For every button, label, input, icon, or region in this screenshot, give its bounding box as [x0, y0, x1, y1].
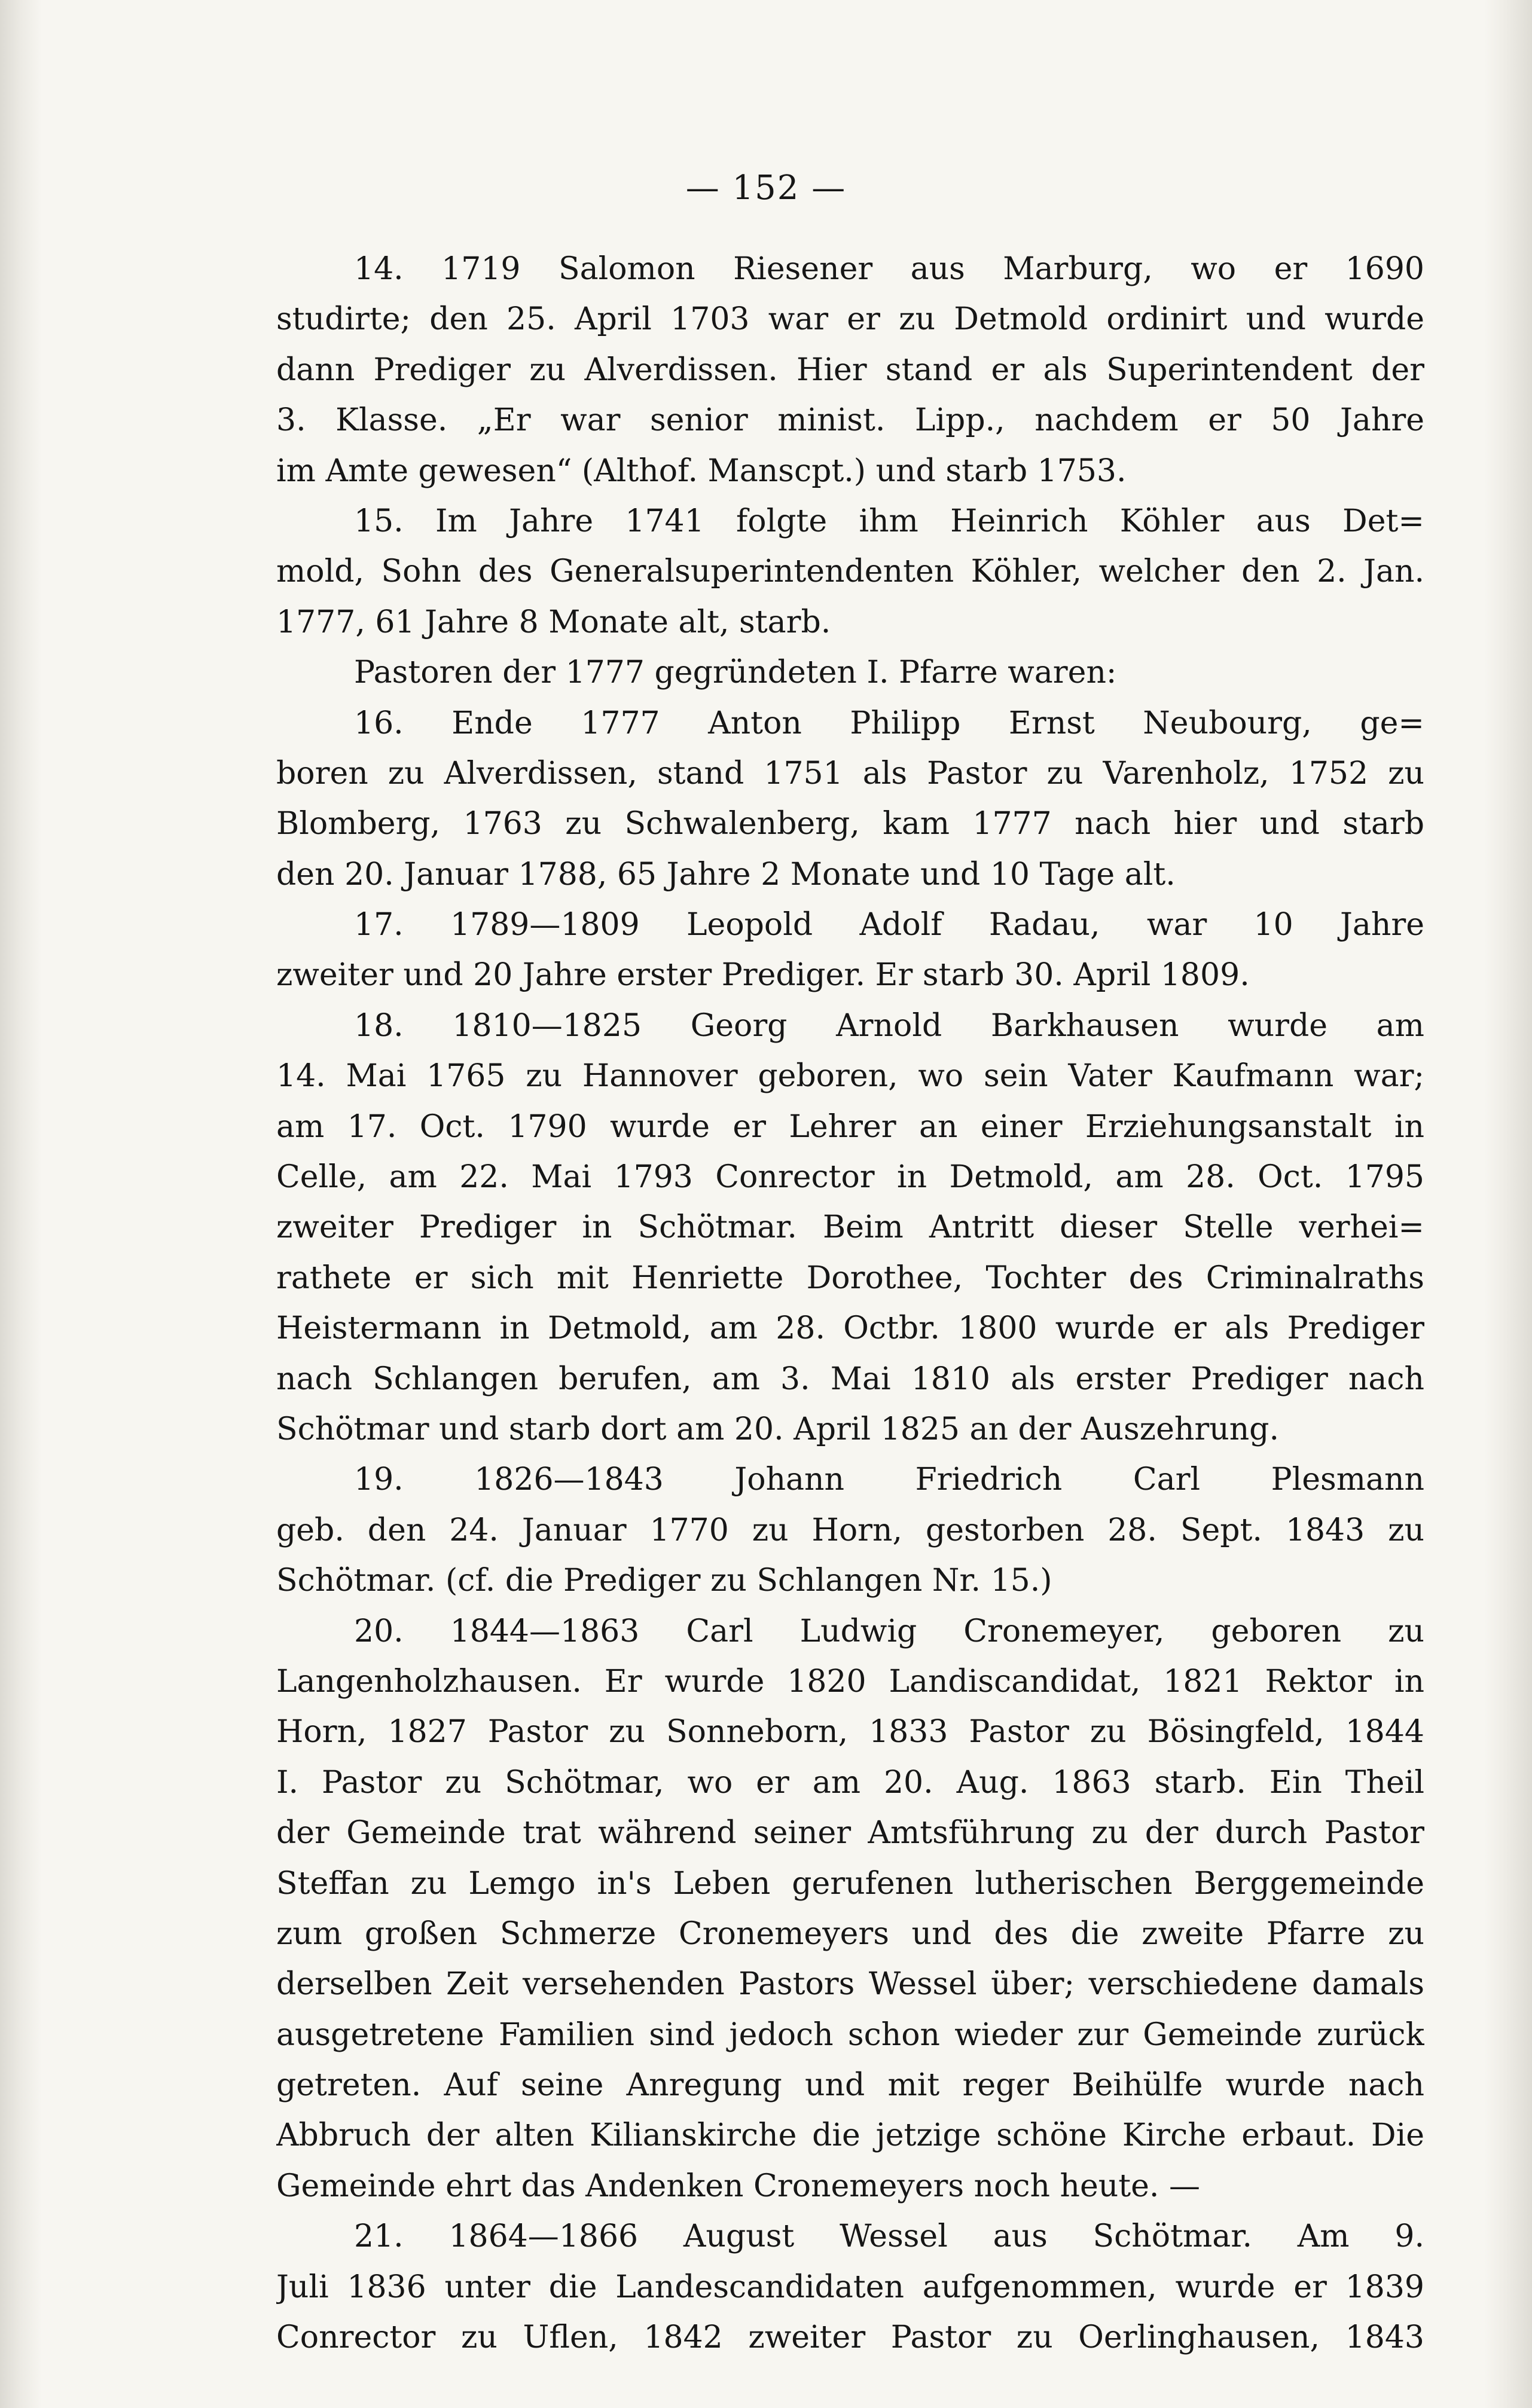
text-line: getreten. Auf seine Anregung und mit reger Beihülfe wurde nach [276, 2067, 1424, 2104]
text-line: Abbruch der alten Kilianskirche die jetzige schöne Kirche erbaut. Die [276, 2117, 1424, 2154]
text-line: Schötmar und starb dort am 20. April 1825 an der Auszehrung. [276, 1411, 1279, 1447]
text-line: 19. 1826—1843 Johann Friedrich Carl Plesmann [354, 1462, 1424, 1498]
text-line: zum großen Schmerze Cronemeyers und des die zweite Pfarre zu [276, 1915, 1424, 1952]
text-line: Langenholzhausen. Er wurde 1820 Landiscandidat, 1821 Rektor in [276, 1663, 1424, 1700]
text-line: geb. den 24. Januar 1770 zu Horn, gestorben 28. Sept. 1843 zu [276, 1512, 1424, 1548]
text-line: Schötmar. (cf. die Prediger zu Schlangen Nr. 15.) [276, 1563, 1052, 1599]
text-line: im Amte gewesen“ (Althof. Manscpt.) und starb 1753. [276, 453, 1127, 489]
text-line: 15. Im Jahre 1741 folgte ihm Heinrich Köhler aus Det= [354, 503, 1424, 539]
text-line: boren zu Alverdissen, stand 1751 als Pastor zu Varenholz, 1752 zu [276, 755, 1424, 792]
text-line: mold, Sohn des Generalsuperintendenten Köhler, welcher den 2. Jan. [276, 554, 1424, 590]
text-line: I. Pastor zu Schötmar, wo er am 20. Aug. 1863 starb. Ein Theil [276, 1764, 1424, 1801]
text-line: derselben Zeit versehenden Pastors Wessel über; verschiedene damals [276, 1966, 1424, 2003]
page-number: — 152 — [685, 169, 847, 207]
text-line: Horn, 1827 Pastor zu Sonneborn, 1833 Pastor zu Bösingfeld, 1844 [276, 1714, 1424, 1750]
text-line: rathete er sich mit Henriette Dorothee, Tochter des Criminalraths [276, 1260, 1424, 1296]
text-line: den 20. Januar 1788, 65 Jahre 2 Monate und 10 Tage alt. [276, 856, 1176, 893]
text-line: dann Prediger zu Alverdissen. Hier stand er als Superintendent der [276, 352, 1424, 388]
text-line: zweiter Prediger in Schötmar. Beim Antritt dieser Stelle verhei= [276, 1209, 1424, 1246]
text-line: Steffan zu Lemgo in's Leben gerufenen lutherischen Berggemeinde [276, 1865, 1424, 1902]
text-line: Blomberg, 1763 zu Schwalenberg, kam 1777 nach hier und starb [276, 806, 1424, 842]
page-edge-right [1484, 0, 1532, 2408]
text-line: 1777, 61 Jahre 8 Monate alt, starb. [276, 604, 831, 640]
text-line: 18. 1810—1825 Georg Arnold Barkhausen wurde am [354, 1007, 1424, 1044]
text-line: ausgetretene Familien sind jedoch schon wieder zur Gemeinde zurück [276, 2016, 1424, 2053]
text-line: Pastoren der 1777 gegründeten I. Pfarre waren: [354, 655, 1117, 691]
text-line: 16. Ende 1777 Anton Philipp Ernst Neubourg, ge= [354, 705, 1424, 741]
body-text [276, 244, 1424, 2363]
text-line: Celle, am 22. Mai 1793 Conrector in Detmold, am 28. Oct. 1795 [276, 1159, 1424, 1196]
text-line: am 17. Oct. 1790 wurde er Lehrer an einer Erziehungsanstalt in [276, 1108, 1424, 1145]
text-line: 17. 1789—1809 Leopold Adolf Radau, war 10 Jahre [354, 907, 1424, 943]
text-line: der Gemeinde trat während seiner Amtsführung zu der durch Pastor [276, 1815, 1424, 1851]
text-line: Gemeinde ehrt das Andenken Cronemeyers noch heute. — [276, 2168, 1200, 2204]
text-line: 20. 1844—1863 Carl Ludwig Cronemeyer, geboren zu [354, 1613, 1424, 1649]
text-line: zweiter und 20 Jahre erster Prediger. Er starb 30. April 1809. [276, 957, 1250, 994]
text-line: 14. Mai 1765 zu Hannover geboren, wo sein Vater Kaufmann war; [276, 1058, 1424, 1095]
text-line: 21. 1864—1866 August Wessel aus Schötmar. Am 9. [354, 2218, 1424, 2255]
text-line: studirte; den 25. April 1703 war er zu Detmold ordinirt und wurde [276, 301, 1424, 338]
text-line: Conrector zu Uflen, 1842 zweiter Pastor zu Oerlinghausen, 1843 [276, 2320, 1424, 2356]
text-line: Heistermann in Detmold, am 28. Octbr. 1800 wurde er als Prediger [276, 1310, 1424, 1347]
text-line: Juli 1836 unter die Landescandidaten aufgenommen, wurde er 1839 [276, 2269, 1424, 2305]
text-line: 3. Klasse. „Er war senior minist. Lipp., nachdem er 50 Jahre [276, 402, 1424, 439]
text-line: nach Schlangen berufen, am 3. Mai 1810 als erster Prediger nach [276, 1361, 1424, 1397]
text-line: 14. 1719 Salomon Riesener aus Marburg, wo er 1690 [354, 251, 1424, 287]
page-edge-left [0, 0, 42, 2408]
